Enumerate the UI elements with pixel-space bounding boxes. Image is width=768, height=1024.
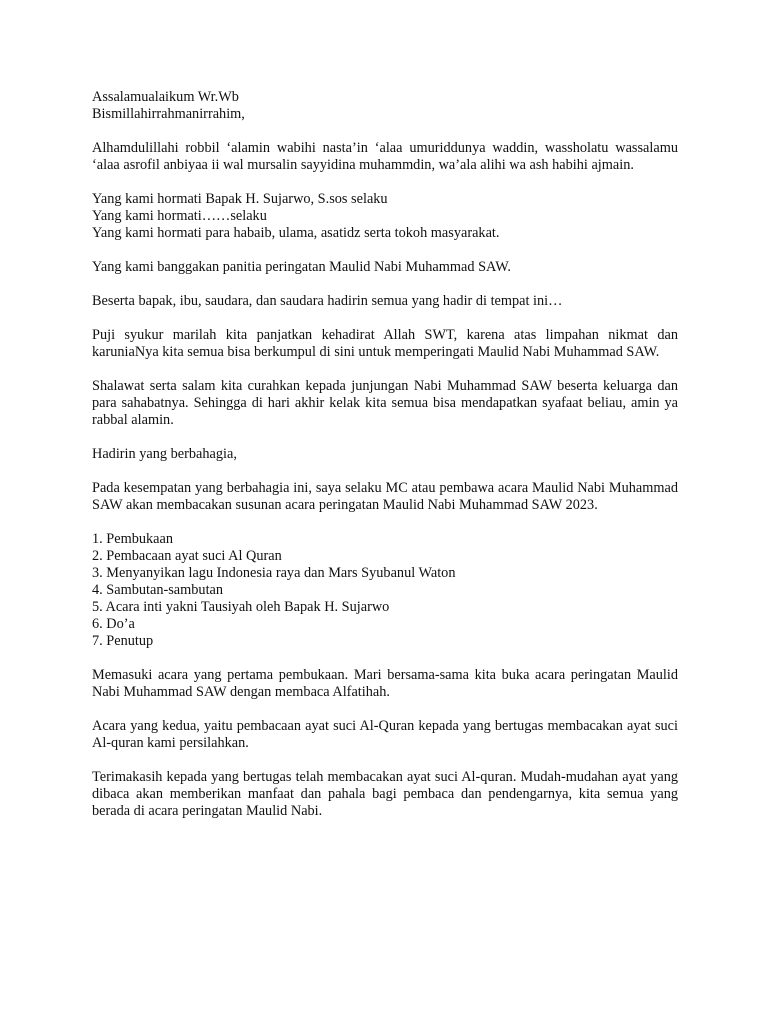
respect-line: Yang kami hormati……selaku — [92, 208, 267, 224]
salutation: Assalamualaikum Wr.Wb — [92, 89, 239, 105]
shalawat-paragraph: Shalawat serta salam kita curahkan kepada junjungan Nabi Muhammad SAW beserta keluarga dan para sahabatnya. Sehingga di hari akhir kelak kita semua bisa mendapatkan syafaat beliau, amin ya rabbal alamin. — [92, 378, 678, 428]
first-item-paragraph: Memasuki acara yang pertama pembukaan. Mari bersama-sama kita buka acara peringatan Maulid Nabi Muhammad SAW dengan membaca Alfatihah. — [92, 667, 678, 700]
agenda-item: 3. Menyanyikan lagu Indonesia raya dan Mars Syubanul Waton — [92, 565, 456, 581]
pride-paragraph: Yang kami banggakan panitia peringatan Maulid Nabi Muhammad SAW. — [92, 259, 511, 275]
agenda-item: 6. Do’a — [92, 616, 135, 632]
agenda-list — [92, 531, 678, 650]
agenda-item: 2. Pembacaan ayat suci Al Quran — [92, 548, 282, 564]
intro-paragraph: Pada kesempatan yang berbahagia ini, saya selaku MC atau pembawa acara Maulid Nabi Muhammad SAW akan membacakan susunan acara peringatan Maulid Nabi Muhammad SAW 2023. — [92, 480, 678, 513]
audience-paragraph: Beserta bapak, ibu, saudara, dan saudara hadirin semua yang hadir di tempat ini… — [92, 293, 563, 309]
second-item-paragraph: Acara yang kedua, yaitu pembacaan ayat suci Al-Quran kepada yang bertugas membacakan ayat suci Al-quran kami persilahkan. — [92, 718, 678, 751]
agenda-item: 7. Penutup — [92, 633, 154, 649]
address-paragraph: Hadirin yang berbahagia, — [92, 446, 237, 462]
agenda-item: 1. Pembukaan — [92, 531, 173, 547]
thanks-paragraph: Terimakasih kepada yang bertugas telah membacakan ayat suci Al-quran. Mudah-mudahan ayat yang dibaca akan memberikan manfaat dan pahala bagi pembaca dan pendengarnya, kita semua yang berada di acara peringatan Maulid Nabi. — [92, 769, 678, 819]
agenda-item: 4. Sambutan-sambutan — [92, 582, 224, 598]
agenda-item: 5. Acara inti yakni Tausiyah oleh Bapak H. Sujarwo — [92, 599, 390, 615]
greeting-block — [92, 89, 678, 123]
respect-line: Yang kami hormati Bapak H. Sujarwo, S.sos selaku — [92, 191, 388, 207]
gratitude-paragraph: Puji syukur marilah kita panjatkan kehadirat Allah SWT, karena atas limpahan nikmat dan karuniaNya kita semua bisa berkumpul di sini untuk memperingati Maulid Nabi Muhammad SAW. — [92, 327, 678, 360]
basmalah: Bismillahirrahmanirrahim, — [92, 106, 245, 122]
opening-paragraph: Alhamdulillahi robbil ‘alamin wabihi nasta’in ‘alaa umuriddunya waddin, wassholatu wassalamu ‘alaa asrofil anbiyaa ii wal mursalin sayyidina muhammdin, wa’ala alihi wa ash habihi ajmain. — [92, 140, 678, 173]
respect-line: Yang kami hormati para habaib, ulama, asatidz serta tokoh masyarakat. — [92, 225, 500, 241]
document-body — [92, 89, 678, 837]
respects-block — [92, 191, 678, 242]
